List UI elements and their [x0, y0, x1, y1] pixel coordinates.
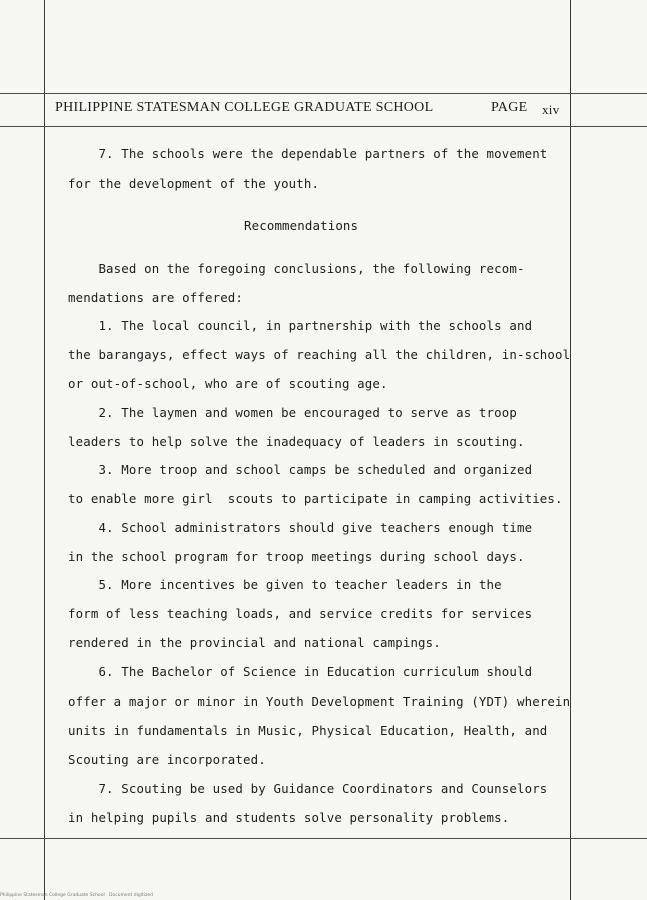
text-line: 4. School administrators should give teachers enough time [68, 520, 533, 535]
text-line: in the school program for troop meetings during school days. [68, 549, 525, 564]
text-line: Scouting are incorporated. [68, 752, 266, 767]
text-line: Based on the foregoing conclusions, the following recom- [68, 261, 525, 276]
text-line: 5. More incentives be given to teacher leaders in the [68, 577, 502, 592]
text-line: offer a major or minor in Youth Development Training (YDT) wherein [68, 694, 571, 709]
page-label: PAGE [491, 100, 528, 115]
text-line: 7. Scouting be used by Guidance Coordinators and Counselors [68, 781, 548, 796]
text-line: 1. The local council, in partnership with the schools and [68, 318, 533, 333]
bottom-rule [0, 838, 647, 839]
school-name: PHILIPPINE STATESMAN COLLEGE GRADUATE SCHOOL [55, 100, 434, 115]
right-margin-line [570, 0, 571, 900]
page-header [55, 100, 570, 120]
text-line: 7. The schools were the dependable partners of the movement [68, 146, 548, 161]
text-line: for the development of the youth. [68, 176, 320, 191]
text-line: 3. More troop and school camps be scheduled and organized [68, 462, 533, 477]
header-top-rule [0, 93, 647, 94]
text-line: mendations are offered: [68, 290, 244, 305]
section-heading: Recommendations [244, 218, 359, 233]
text-line: to enable more girl scouts to participate in camping activities. [68, 491, 563, 506]
header-bottom-rule [0, 126, 647, 127]
text-line: the barangays, effect ways of reaching all the children, in-school [68, 347, 571, 362]
text-line: 6. The Bachelor of Science in Education curriculum should [68, 664, 533, 679]
text-line: or out-of-school, who are of scouting age. [68, 376, 388, 391]
text-line: 2. The laymen and women be encouraged to serve as troop [68, 405, 517, 420]
page-number: xiv [542, 102, 560, 117]
text-line: in helping pupils and students solve personality problems. [68, 810, 510, 825]
text-line: leaders to help solve the inadequacy of leaders in scouting. [68, 434, 525, 449]
text-line: units in fundamentals in Music, Physical Education, Health, and [68, 723, 548, 738]
text-line: form of less teaching loads, and service credits for services [68, 606, 533, 621]
left-margin-line [44, 0, 45, 900]
scan-footer: Philippine Statesman College Graduate School Document digitized [0, 893, 153, 898]
text-line: rendered in the provincial and national campings. [68, 635, 441, 650]
